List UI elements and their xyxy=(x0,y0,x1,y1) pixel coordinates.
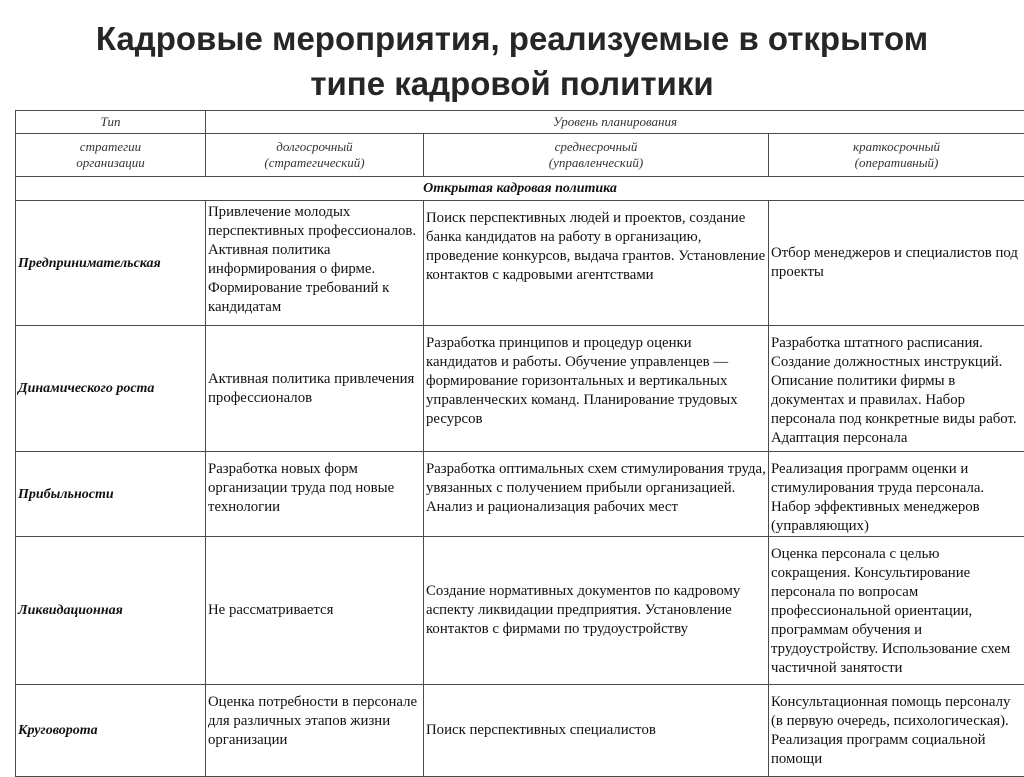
header-row-type xyxy=(16,111,1024,134)
section-title: Открытая кадровая политика xyxy=(16,177,1024,201)
long-term-cell: Привлечение молодых перспективных профессионалов. Активная политика информирования о фирме. Формирование требований к кандидатам xyxy=(206,201,424,326)
short-term-cell: Оценка персонала с целью сокращения. Консультирование персонала по вопросам профессиональной ориентации, программам обучения и трудоустройству. Использование схем частичной занятости xyxy=(769,537,1024,685)
header-row-levels xyxy=(16,134,1024,177)
row-type-label: Ликвидационная xyxy=(16,537,206,685)
long-term-cell: Оценка потребности в персонале для различных этапов жизни организации xyxy=(206,685,424,777)
header-long-term: долгосрочный (стратегический) xyxy=(206,134,424,177)
table-row xyxy=(16,685,1024,777)
row-type-label: Круговорота xyxy=(16,685,206,777)
short-term-cell: Реализация программ оценки и стимулирования труда персонала. Набор эффективных менеджеров (управляющих) xyxy=(769,452,1024,537)
mid-term-cell: Разработка оптимальных схем стимулирования труда, увязанных с получением прибыли организацией. Анализ и рационализация рабочих мест xyxy=(424,452,769,537)
short-term-cell: Разработка штатного расписания. Создание должностных инструкций. Описание политики фирмы в документах и правилах. Набор персонала под конкретные виды работ. Адаптация персонала xyxy=(769,326,1024,452)
slide-title-line-2: типе кадровой политики xyxy=(0,61,1024,106)
long-term-cell: Активная политика привлечения профессионалов xyxy=(206,326,424,452)
header-planning-level: Уровень планирования xyxy=(206,111,1024,134)
mid-term-cell: Создание нормативных документов по кадровому аспекту ликвидации предприятия. Установление контактов с фирмами по трудоустройству xyxy=(424,537,769,685)
personnel-measures-table xyxy=(15,110,1024,777)
slide-title-line-1: Кадровые мероприятия, реализуемые в открытом xyxy=(0,16,1024,61)
short-term-cell: Отбор менеджеров и специалистов под проекты xyxy=(769,201,1024,326)
mid-term-cell: Поиск перспективных специалистов xyxy=(424,685,769,777)
row-type-label: Динамического роста xyxy=(16,326,206,452)
table-row xyxy=(16,201,1024,326)
row-type-label: Прибыльности xyxy=(16,452,206,537)
header-mid-term: среднесрочный (управленческий) xyxy=(424,134,769,177)
table-row xyxy=(16,452,1024,537)
slide-title xyxy=(0,16,1024,106)
row-type-label: Предпринимательская xyxy=(16,201,206,326)
header-type-label: Тип xyxy=(16,111,206,134)
table-row xyxy=(16,326,1024,452)
short-term-cell: Консультационная помощь персоналу (в первую очередь, психологическая). Реализация программ социальной помощи xyxy=(769,685,1024,777)
section-row xyxy=(16,177,1024,201)
header-short-term: краткосрочный (оперативный) xyxy=(769,134,1024,177)
mid-term-cell: Разработка принципов и процедур оценки кандидатов и работы. Обучение управленцев — формирование горизонтальных и вертикальных управленческих команд. Планирование трудовых ресурсов xyxy=(424,326,769,452)
mid-term-cell: Поиск перспективных людей и проектов, создание банка кандидатов на работу в организацию, проведение конкурсов, выдача грантов. Установление контактов с кадровыми агентствами xyxy=(424,201,769,326)
long-term-cell: Разработка новых форм организации труда под новые технологии xyxy=(206,452,424,537)
header-strategy-label: стратегии организации xyxy=(16,134,206,177)
table-row xyxy=(16,537,1024,685)
long-term-cell: Не рассматривается xyxy=(206,537,424,685)
